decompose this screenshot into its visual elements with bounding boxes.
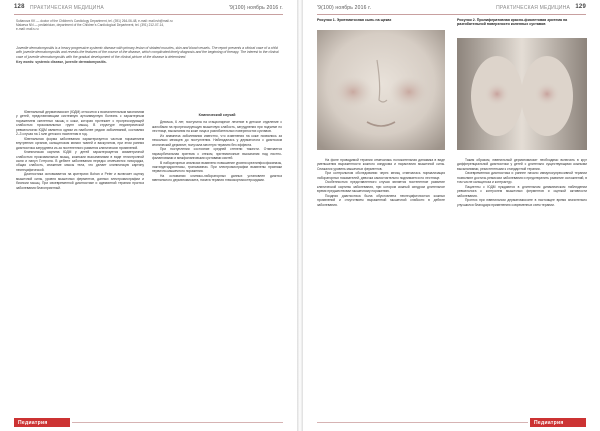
paragraph: Особенностью представленного случая является постепенное развитие клинической картины заболевания, при котором кожный синдром длительное время предшествовал мышечному поражению.: [317, 180, 445, 194]
section-heading: Клинический случай: [198, 113, 236, 117]
face-photo-image: [317, 30, 445, 150]
figure-1-caption: Рисунок 1. Эритематозная сыпь на щеках: [317, 18, 392, 22]
paragraph: В лабораторных анализах выявлено повышение уровня креатинфосфокиназы, лактатдегидрогеназы, трансаминаз. При электромиографии выявлены признаки первично-мышечного поражения.: [152, 160, 282, 174]
paragraph: На фоне проводимой терапии отмечалась положительная динамика в виде уменьшения выраженности кожного синдрома и нарастания мышечной силы. Снижался уровень мышечных ферментов.: [317, 158, 445, 171]
left-section-title: ПРАКТИЧЕСКАЯ МЕДИЦИНА: [30, 5, 104, 11]
footer-label: Педиатрия: [18, 420, 48, 426]
paragraph: Своевременная диагностика и раннее начало иммуносупрессивной терапии позволяют достичь ремиссии заболевания и предотвратить развитие осложнений, в том числе кальциноза и контрактур.: [457, 171, 587, 185]
right-column-1: [317, 158, 445, 410]
right-column-2: [457, 158, 587, 410]
abstract-text: Juvenile dermatomyositis is a heavy progressive systemic disease with primary lesion of striated muscles, skin and blood vessels. The report presents a clinical case of a child with juvenile dermatomyositis and reveals the features of the course of the disease, which complicated timely diagnosis and the beginning of therapy. The interest to the clinical case of juvenile dermatomyositis with the gradual development of the clinical picture of the disease is determined.: [16, 46, 279, 59]
right-page: [303, 0, 600, 431]
author-line: Malaeva NN — pediatrician, department of the Children's Cardiological Department, tel. (391) 212-07-14,: [16, 23, 165, 28]
paragraph: Прогноз при ювенильном дерматомиозите в настоящее время значительно улучшился благодаря применению современных схем терапии.: [457, 198, 587, 207]
right-header-rule: [317, 14, 586, 15]
figure-2-photo: [457, 38, 587, 150]
paragraph: Ювенильный дерматомиозит (ЮДМ) относится к воспалительным миопатиям у детей, представляющим системную аутоиммунную болезнь с характерным поражением скелетных мышц и кожи, которая протекает с прогрессирующей слабостью проксимальных групп мышц. В структуре педиатрической ревматологии ЮДМ является одним из наиболее редких заболеваний, составляя 2–3 случая на 1 млн детского населения в год.: [16, 110, 144, 137]
paragraph: Клиническая картина ЮДМ у детей характеризуется симметричной слабостью проксимальных мышц, кожными высыпаниями в виде гелиотропной сыпи и папул Готтрона. В дебюте заболевания нередко отмечаются лихорадка, общая слабость, снижение массы тела, что делает клиническую картину неспецифической.: [16, 150, 144, 172]
paragraph: Ювенильная форма заболевания характеризуется частым поражением внутренних органов, кальцинозом мягких тканей и васкулитом, при этом ранняя диагностика затруднена из-за постепенного развития клинических проявлений.: [16, 136, 144, 150]
left-column-1: [16, 110, 144, 410]
paragraph: Пациенты с ЮДМ нуждаются в длительном динамическом наблюдении ревматолога с контролем мышечных ферментов и оценкой активности заболевания.: [457, 184, 587, 198]
paragraph: При поступлении состояние средней степени тяжести. Отмечается параорбитальная эритема с отеком, эритематозные высыпания над пястно-фаланговыми и межфаланговыми суставами кистей.: [152, 147, 282, 161]
author-line: Sultanova KK — doctor of the Children's Cardiology Department, tel. (391) 264-06-48, e-mail: mail.rsh@mail.ru: [16, 19, 173, 23]
author-info: [16, 19, 282, 32]
right-page-number: 129: [575, 4, 586, 10]
left-footer: [0, 417, 297, 427]
footer-rule: [72, 422, 283, 423]
left-footer-badge: [14, 418, 70, 427]
right-section-title: ПРАКТИЧЕСКАЯ МЕДИЦИНА: [496, 5, 570, 11]
paragraph: Диагностика основывается на критериях Bohan и Peter и включает оценку мышечной силы, уровня мышечных ферментов, данных электромиографии и биопсии мышц. При своевременной диагностике и адекватной терапии прогноз заболевания благоприятный.: [16, 172, 144, 190]
right-issue: '9(100) ноябрь 2016 г.: [317, 5, 372, 11]
paragraph: Поздняя диагностика была обусловлена неспецифичностью кожных проявлений и отсутствием выраженной мышечной слабости в дебюте заболевания.: [317, 193, 445, 207]
left-page-number: 128: [14, 4, 25, 10]
paragraph: При контрольном обследовании через месяц отмечалась нормализация лабораторных показателей, девочка самостоятельно поднимается по лестнице.: [317, 171, 445, 180]
figure-1-photo: [317, 30, 445, 150]
figure-2-caption: Рисунок 2. Пролиферативная красно-фиолетовая эритема на разгибательной поверхности коленных суставов: [457, 18, 568, 27]
right-header: [303, 4, 600, 14]
left-column-2: [152, 110, 282, 410]
right-footer: [303, 417, 600, 427]
paragraph: Таким образом, ювенильный дерматомиозит необходимо включать в круг дифференциальной диагностики у детей с длительно существующими кожными высыпаниями, резистентными к стандартной терапии.: [457, 158, 587, 171]
knee-photo-image: [457, 38, 587, 150]
author-line: e-mail: mail.s.ru: [16, 27, 39, 32]
right-footer-badge: [530, 418, 586, 427]
paragraph: На основании клинико-лабораторных данных установлен диагноз ювенильного дерматомиозита, начата терапия глюкокортикостероидами.: [152, 173, 282, 183]
footer-label: Педиатрия: [534, 420, 564, 426]
paragraph: Девочка, 6 лет, поступила на стационарное лечение в детское отделение с жалобами на прогрессирующую мышечную слабость, затруднения при подъеме по лестнице, высыпания на коже лица и разгибательных поверхностях суставов.: [152, 120, 282, 134]
left-issue: '9(100) ноябрь 2016 г.: [228, 5, 283, 11]
left-header: [0, 4, 297, 14]
left-page: [0, 0, 297, 431]
paragraph: Из анамнеза заболевания известно, что изменения на коже появились за несколько месяцев до поступления. Наблюдалась у дерматолога с диагнозом атопический дерматит, получала местную терапию без эффекта.: [152, 133, 282, 147]
abstract: [16, 46, 282, 65]
keywords: Key words: systemic disease, juvenile dermatomyositis.: [16, 60, 107, 65]
footer-rule: [317, 422, 528, 423]
left-header-rule: [14, 14, 283, 15]
